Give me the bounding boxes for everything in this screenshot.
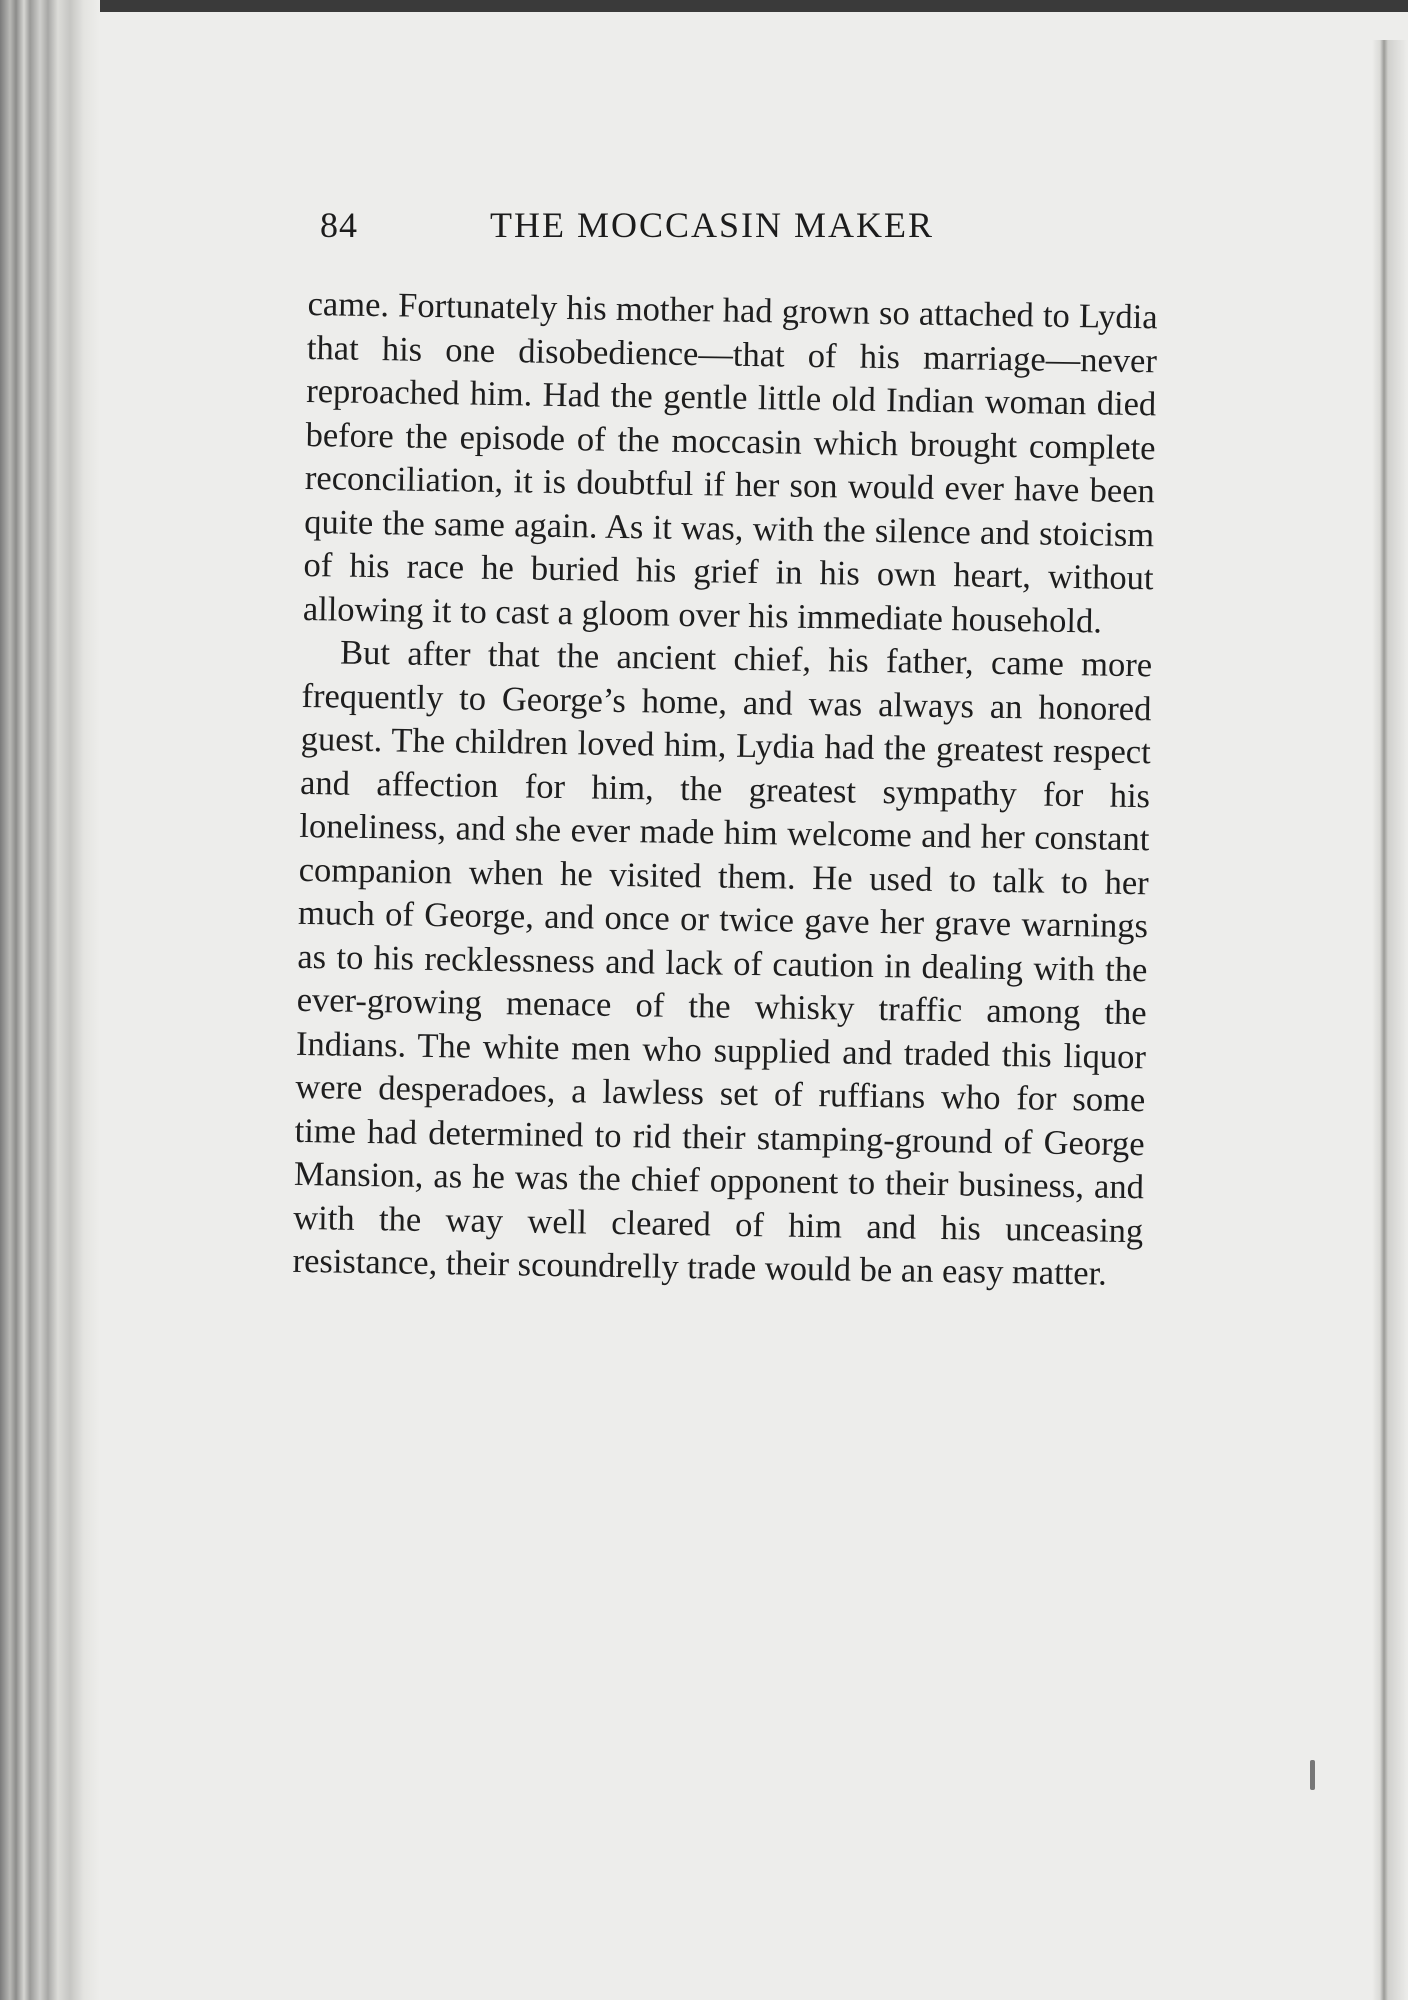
- book-spine-gutter: [0, 0, 100, 2000]
- paragraph: But after that the ancient chief, his father, came more frequently to George’s home, and was always an honored guest. The children loved him, Lydia had the greatest respect and affection for him, the greatest sympathy for his loneliness, and she ever made him welcome and her constant companion when he visited them. He used to talk to her much of George, and once or twice gave her grave warnings as to his recklessness and lack of caution in dealing with the ever-growing menace of the whisky traffic among the Indians. The white men who supplied and traded this liquor were desperadoes, a lawless set of ruffians who for some time had determined to rid their stamping-ground of George Mansion, as he was the chief opponent to their business, and with the way well cleared of him and his unceasing resistance, their scoundrelly trade would be an easy matter.: [292, 633, 1153, 1293]
- page-body: [292, 283, 1158, 1297]
- running-header: [320, 204, 1010, 244]
- book-title: THE MOCCASIN MAKER: [490, 205, 935, 245]
- page-edge-shadow: [1372, 40, 1408, 2000]
- page-number: 84: [320, 205, 358, 245]
- scan-speck: [1310, 1760, 1315, 1790]
- paragraph: came. Fortunately his mother had grown so attached to Lydia that his one disobedience—that of his marriage—never reproached him. Had the gentle little old Indian woman died before the episode of the moccasin which brought complete reconciliation, it is doubtful if her son would ever have been quite the same again. As it was, with the silence and stoicism of his race he buried his grief in his own heart, without allowing it to cast a gloom over his immediate household.: [302, 284, 1158, 641]
- scan-top-edge: [0, 0, 1408, 12]
